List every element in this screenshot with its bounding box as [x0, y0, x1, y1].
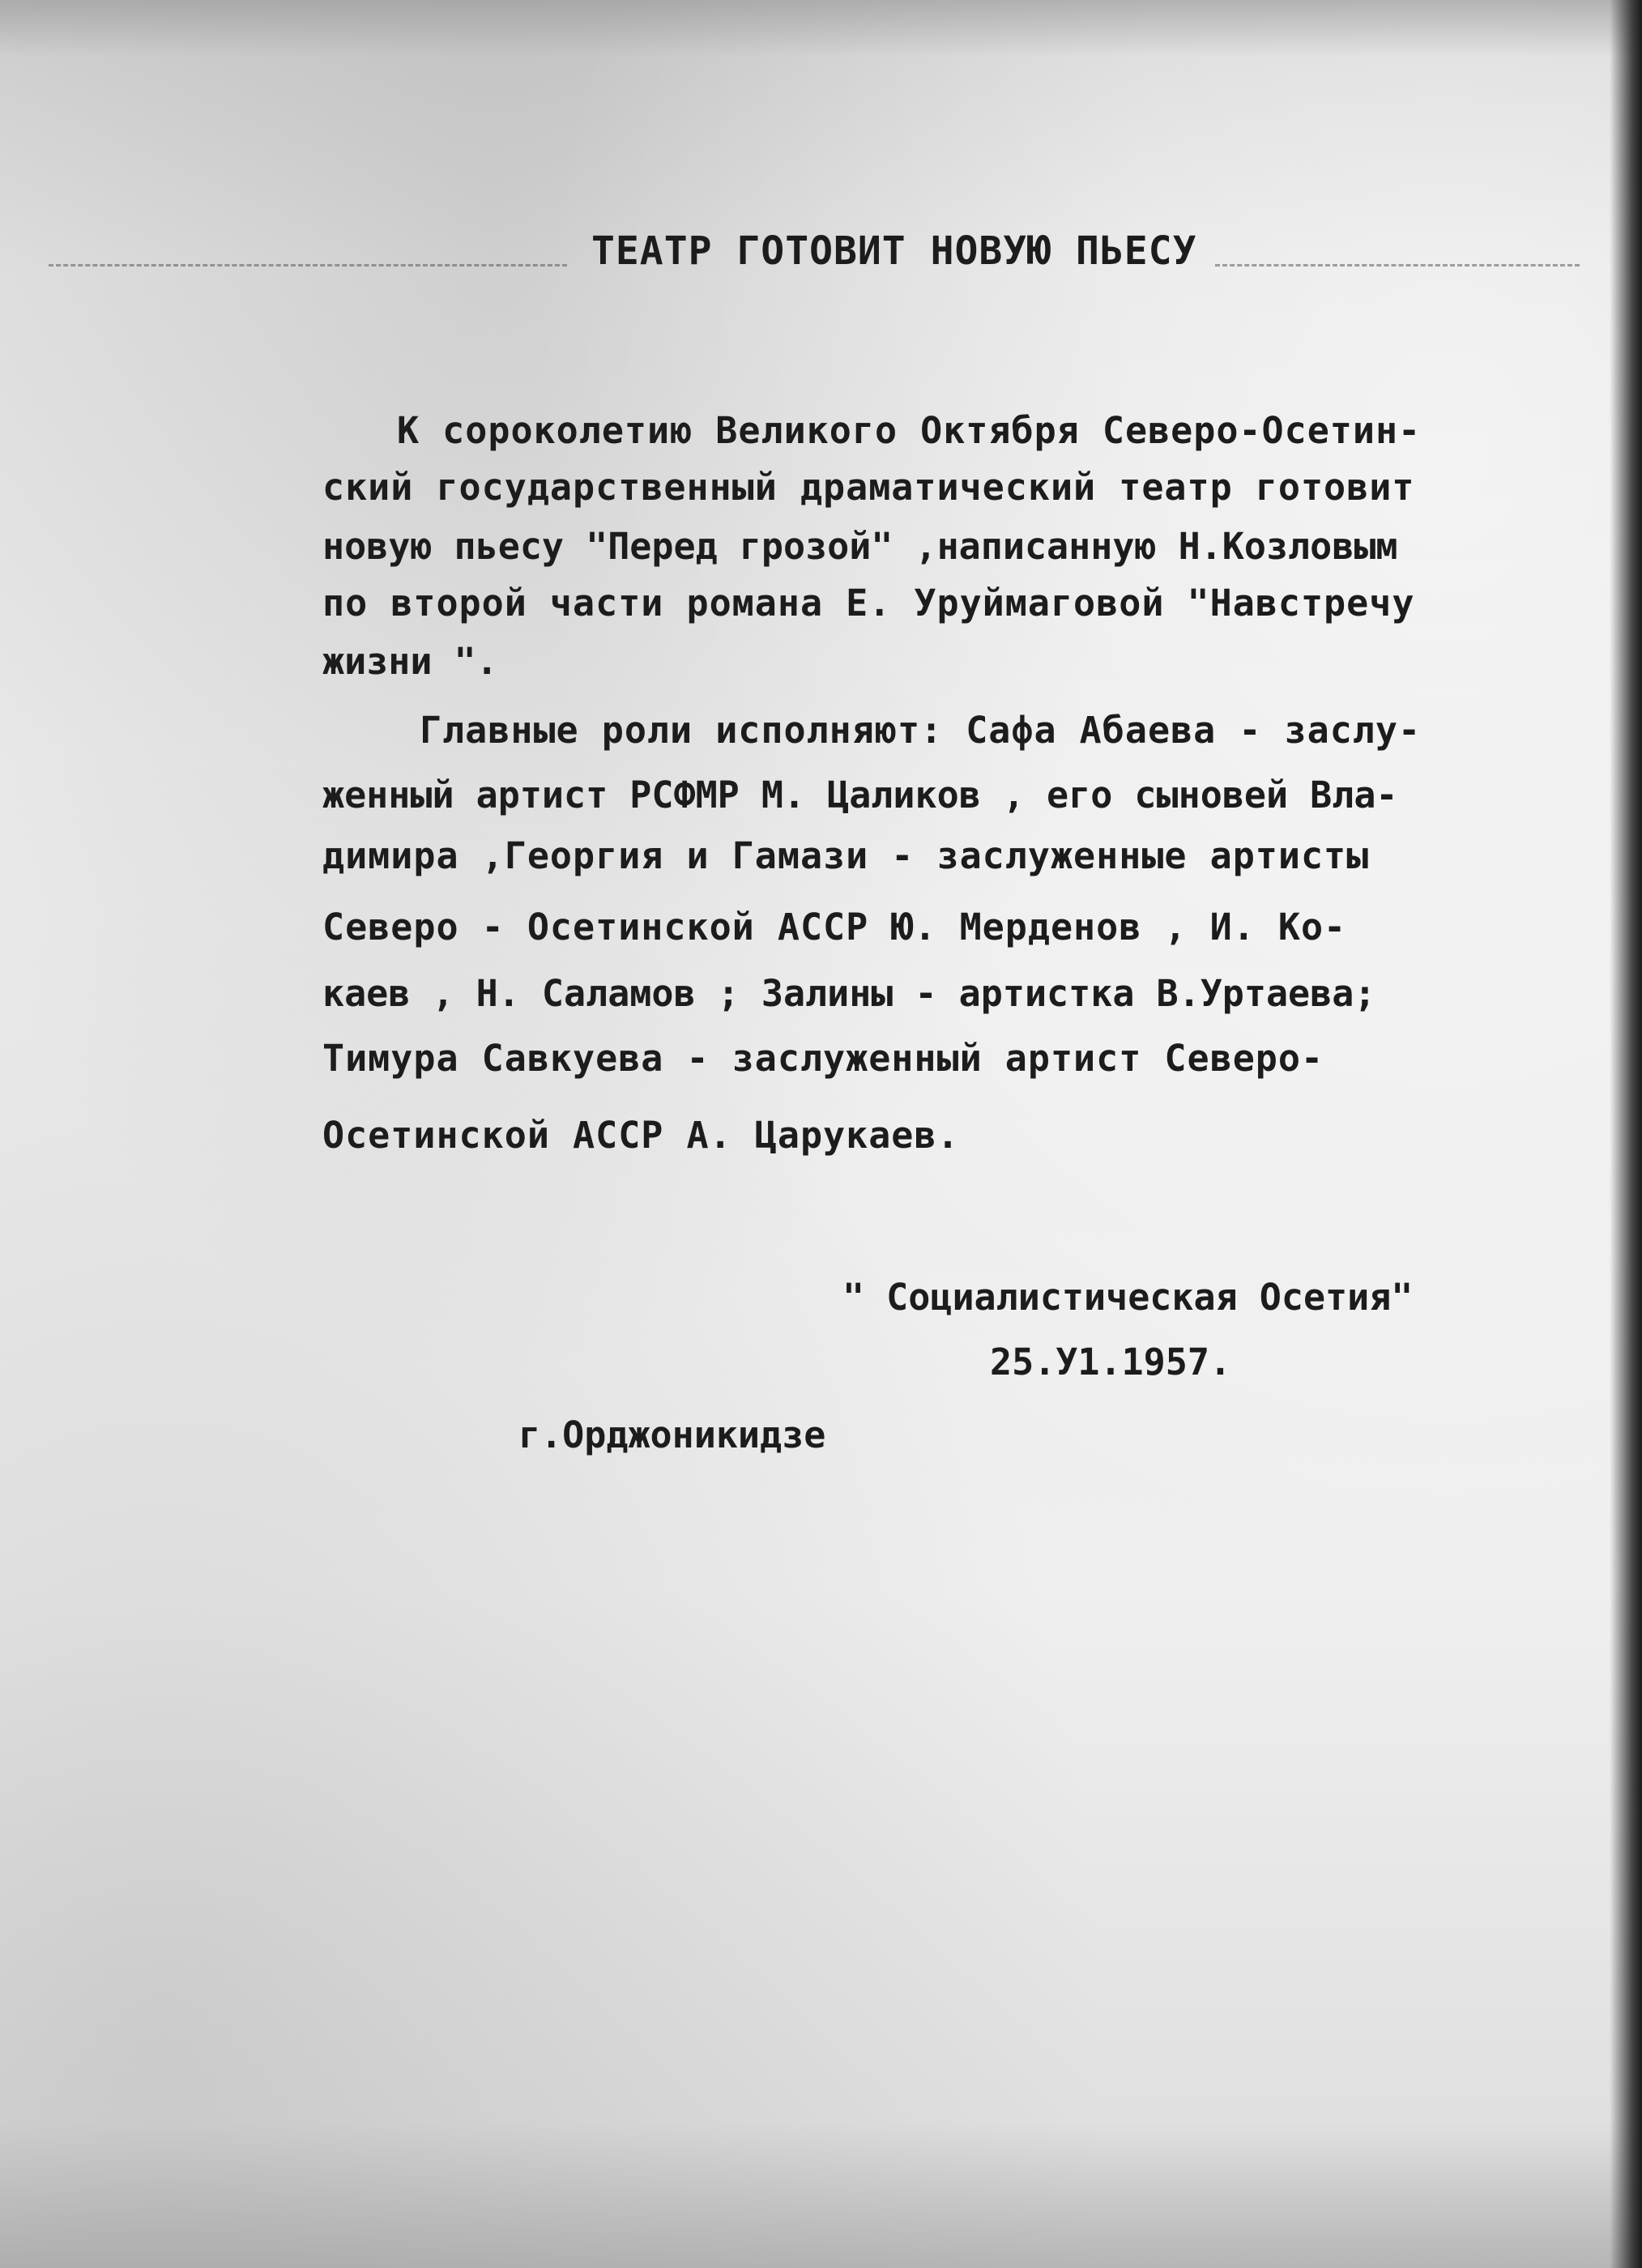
paragraph1-line1: К сороколетию Великого Октября Северо-Осетин-	[397, 409, 1422, 452]
paragraph2-line3: димира ,Георгия и Гамази - заслуженные артисты	[322, 834, 1370, 877]
paragraph2-line1: Главные роли исполняют: Сафа Абаева - заслу-	[420, 709, 1422, 752]
scan-edge-right	[1610, 0, 1642, 2268]
city-name: г.Орджоникидзе	[518, 1413, 826, 1456]
scan-shadow-top	[0, 0, 1642, 57]
paragraph2-line7: Осетинской АССР А. Царукаев.	[322, 1114, 960, 1157]
paragraph2-line6: Тимура Савкуева - заслуженный артист Северо-	[322, 1037, 1324, 1080]
paragraph1-line2: ский государственный драматический театр готовит	[322, 466, 1415, 509]
publication-date: 25.У1.1957.	[990, 1341, 1232, 1383]
paragraph1-line3: новую пьесу "Перед грозой" ,написанную Н.Козловым	[322, 525, 1398, 568]
newspaper-source: " Социалистическая Осетия"	[842, 1276, 1414, 1319]
paragraph1-line4: по второй части романа Е. Уруймаговой "Навстречу	[322, 582, 1415, 625]
paragraph2-line2: женный артист РСФМР М. Цаликов , его сыновей Вла-	[322, 774, 1398, 816]
paragraph2-line5: каев , Н. Саламов ; Залины - артистка В.Уртаева;	[322, 972, 1376, 1015]
dashed-rule-left	[49, 264, 567, 266]
document-title: ТЕАТР ГОТОВИТ НОВУЮ ПЬЕСУ	[591, 228, 1197, 274]
paragraph2-line4: Северо - Осетинской АССР Ю. Мерденов , И. Ко-	[322, 906, 1347, 949]
paragraph1-line5: жизни ".	[322, 640, 498, 683]
scan-shadow-bottom	[0, 2122, 1642, 2268]
dashed-rule-right	[1215, 264, 1580, 266]
